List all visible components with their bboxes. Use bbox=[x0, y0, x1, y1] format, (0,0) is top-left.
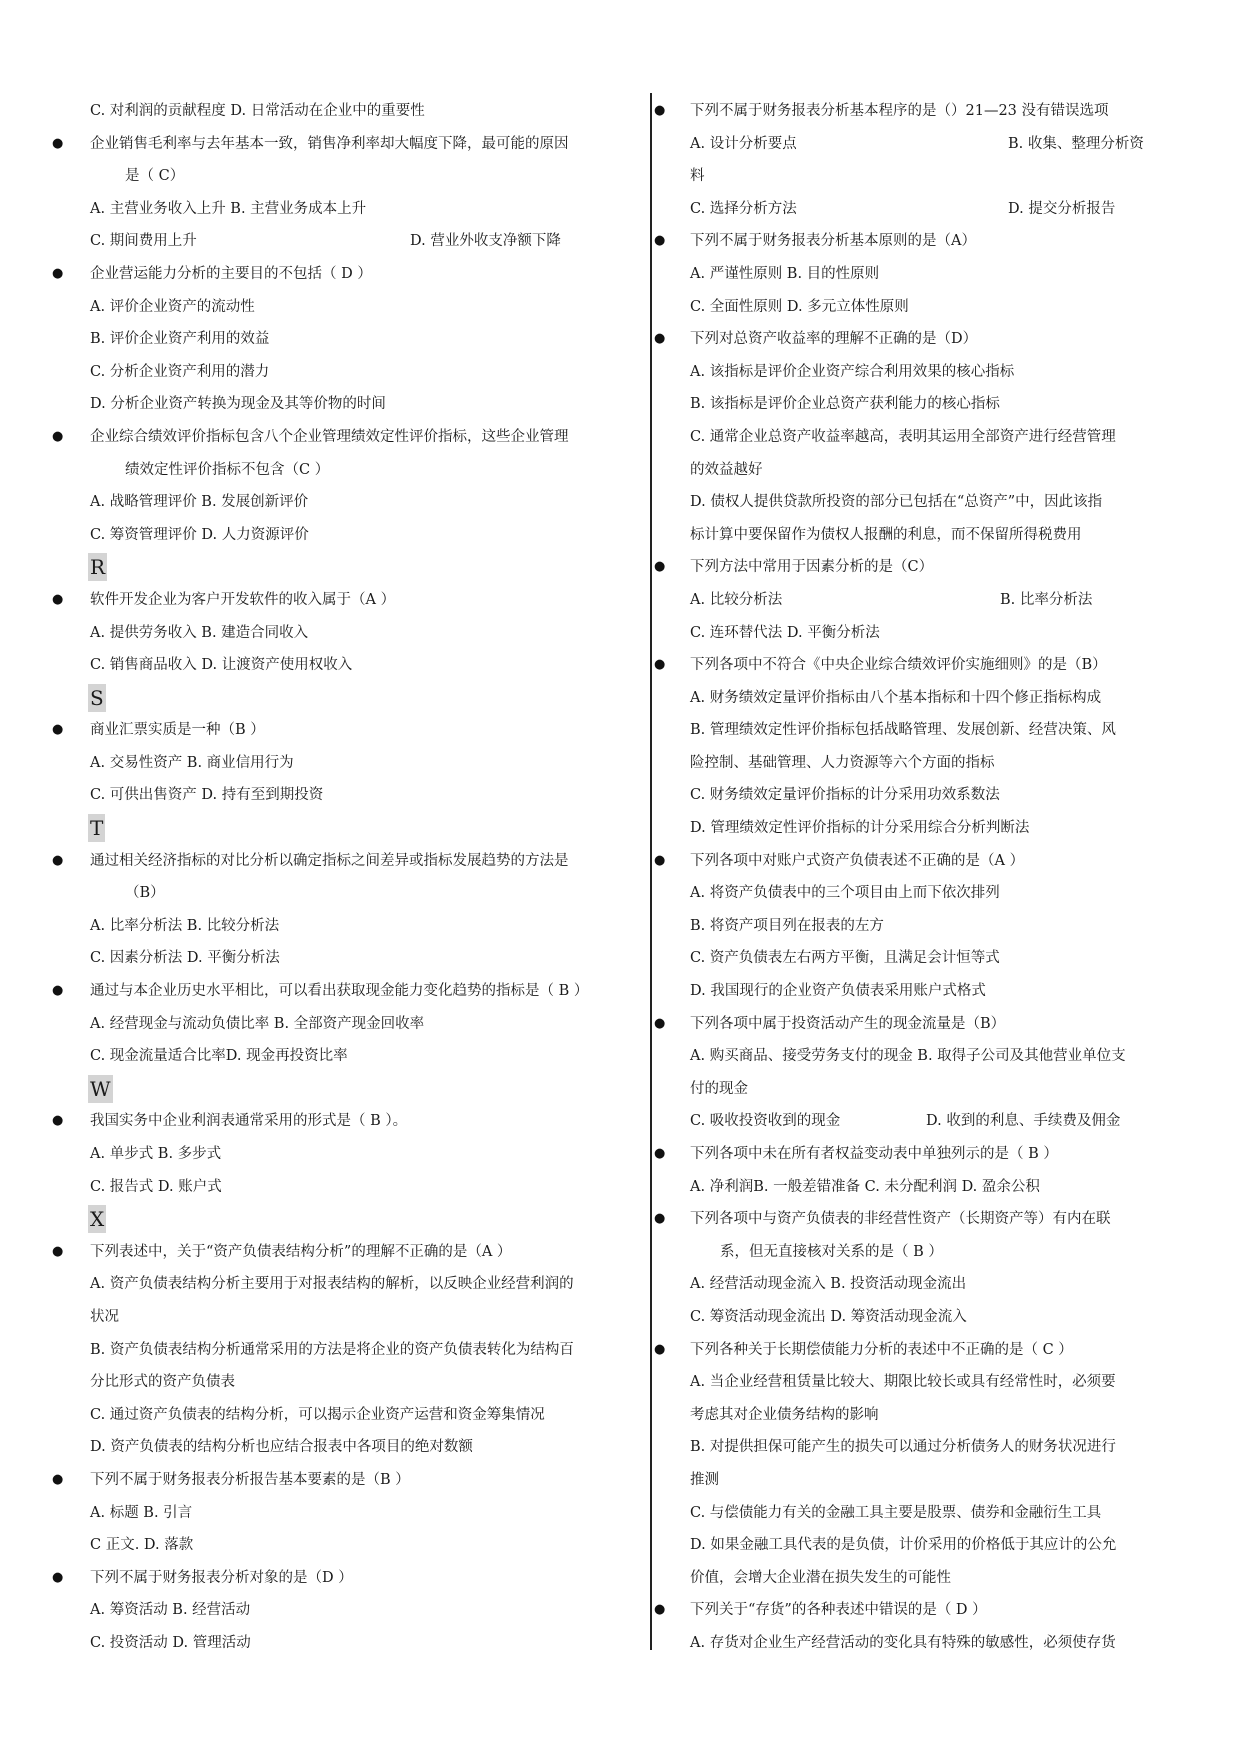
text-line bbox=[654, 356, 1174, 389]
text-line bbox=[654, 747, 1174, 780]
line-text: A. 比率分析法 B. 比较分析法 bbox=[90, 917, 280, 934]
text-line bbox=[654, 486, 1174, 519]
text-line bbox=[52, 649, 624, 682]
text-line bbox=[654, 975, 1174, 1008]
question-line bbox=[654, 1594, 1174, 1627]
section-letter bbox=[52, 812, 624, 845]
text-line bbox=[52, 225, 624, 258]
text-line bbox=[52, 1366, 624, 1399]
text-line bbox=[52, 356, 624, 389]
line-text: A. 提供劳务收入 B. 建造合同收入 bbox=[90, 624, 309, 641]
line-text: A. 比较分析法 bbox=[690, 591, 783, 608]
line-text: C. 销售商品收入 D. 让渡资产使用权收入 bbox=[90, 657, 353, 674]
bullet-icon: ● bbox=[52, 135, 64, 151]
line-text: C. 现金流量适合比率D. 现金再投资比率 bbox=[90, 1048, 348, 1065]
bullet-icon: ● bbox=[654, 852, 666, 868]
line-text: 价值，会增大企业潜在损失发生的可能性 bbox=[690, 1569, 951, 1586]
text-line bbox=[52, 1431, 624, 1464]
question-line bbox=[52, 714, 624, 747]
question-line bbox=[52, 1464, 624, 1497]
text-line bbox=[52, 1529, 624, 1562]
text-line bbox=[654, 1073, 1174, 1106]
line-text: 是（ C） bbox=[125, 168, 185, 185]
line-text: A. 经营活动现金流入 B. 投资活动现金流出 bbox=[690, 1276, 967, 1293]
line-text: D. 管理绩效定性评价指标的计分采用综合分析判断法 bbox=[690, 820, 1030, 837]
bullet-icon: ● bbox=[654, 657, 666, 673]
bullet-icon: ● bbox=[52, 428, 64, 444]
option-text: D. 营业外收支净额下降 bbox=[410, 233, 561, 250]
text-line bbox=[654, 1366, 1174, 1399]
bullet-icon: ● bbox=[654, 103, 666, 118]
line-text: 下列对总资产收益率的理解不正确的是（D） bbox=[690, 331, 978, 348]
line-text: 下列关于“存货”的各种表述中错误的是（ D ） bbox=[690, 1602, 987, 1619]
text-line bbox=[654, 1268, 1174, 1301]
section-letter bbox=[52, 1073, 624, 1106]
line-text: C 正文. D. 落款 bbox=[90, 1537, 194, 1554]
line-text: A. 严谨性原则 B. 目的性原则 bbox=[690, 265, 880, 282]
question-line bbox=[654, 225, 1174, 258]
line-text: C. 选择分析方法 bbox=[690, 200, 797, 217]
question-line bbox=[52, 1105, 624, 1138]
line-text: B. 评价企业资产利用的效益 bbox=[90, 331, 270, 348]
line-text: 下列各项中未在所有者权益变动表中单独列示的是（ B ） bbox=[690, 1146, 1058, 1162]
text-line bbox=[654, 910, 1174, 943]
line-text: B. 管理绩效定性评价指标包括战略管理、发展创新、经营决策、风 bbox=[690, 722, 1116, 739]
text-line bbox=[52, 519, 624, 552]
question-line bbox=[52, 584, 624, 617]
text-line bbox=[52, 1040, 624, 1073]
text-line bbox=[654, 714, 1174, 747]
line-text: C. 分析企业资产利用的潜力 bbox=[90, 363, 270, 380]
line-text: B. 将资产项目列在报表的左方 bbox=[690, 917, 884, 934]
line-text: 企业销售毛利率与去年基本一致，销售净利率却大幅度下降，最可能的原因 bbox=[90, 135, 569, 152]
section-letter bbox=[52, 1203, 624, 1236]
text-line bbox=[654, 454, 1174, 487]
text-line bbox=[654, 1464, 1174, 1497]
line-text: 下列各项中对账户式资产负债表述不正确的是（A ） bbox=[690, 852, 1025, 869]
bullet-icon: ● bbox=[52, 591, 64, 607]
question-line bbox=[654, 551, 1174, 584]
question-line bbox=[52, 1236, 624, 1269]
text-line bbox=[52, 779, 624, 812]
text-line bbox=[654, 812, 1174, 845]
text-line bbox=[52, 1497, 624, 1530]
line-text: 险控制、基础管理、人力资源等六个方面的指标 bbox=[690, 754, 995, 771]
line-text: C. 筹资活动现金流出 D. 筹资活动现金流入 bbox=[690, 1308, 967, 1325]
text-line bbox=[654, 421, 1174, 454]
question-line bbox=[654, 649, 1174, 682]
line-text: C. 与偿债能力有关的金融工具主要是股票、债券和金融衍生工具 bbox=[690, 1504, 1102, 1521]
question-line bbox=[52, 258, 624, 291]
section-letter bbox=[52, 551, 624, 584]
text-line bbox=[52, 193, 624, 226]
text-line bbox=[654, 682, 1174, 715]
question-line bbox=[654, 1008, 1174, 1041]
option-text: B. 收集、整理分析资 bbox=[1008, 135, 1144, 152]
text-line bbox=[52, 1334, 624, 1367]
line-text: A. 存货对企业生产经营活动的变化具有特殊的敏感性，必须使存货 bbox=[690, 1634, 1116, 1651]
line-text: A. 净利润B. 一般差错准备 C. 未分配利润 D. 盈余公积 bbox=[690, 1178, 1040, 1195]
bullet-icon: ● bbox=[52, 265, 64, 281]
bullet-icon: ● bbox=[654, 331, 666, 347]
text-line bbox=[52, 1008, 624, 1041]
section-letter-text: T bbox=[90, 816, 104, 841]
line-text: 商业汇票实质是一种（B ） bbox=[90, 722, 265, 739]
line-text: A. 标题 B. 引言 bbox=[90, 1504, 193, 1521]
bullet-icon: ● bbox=[654, 1341, 666, 1357]
bullet-icon: ● bbox=[654, 559, 666, 575]
left-column bbox=[52, 95, 624, 1660]
bullet-icon: ● bbox=[654, 1015, 666, 1031]
line-text: D. 如果金融工具代表的是负债，计价采用的价格低于其应计的公允 bbox=[690, 1537, 1117, 1554]
question-line bbox=[654, 1334, 1174, 1367]
text-line bbox=[52, 1594, 624, 1627]
text-line bbox=[52, 291, 624, 324]
text-line bbox=[654, 617, 1174, 650]
section-letter-text: R bbox=[90, 555, 106, 580]
text-line bbox=[654, 160, 1174, 193]
bullet-icon: ● bbox=[52, 1569, 64, 1585]
line-text: C. 连环替代法 D. 平衡分析法 bbox=[690, 624, 880, 641]
line-text: 企业营运能力分析的主要目的不包括（ D ） bbox=[90, 265, 372, 282]
text-line bbox=[654, 584, 1174, 617]
line-text: 下列各项中属于投资活动产生的现金流量是（B） bbox=[690, 1015, 1006, 1032]
text-line bbox=[654, 779, 1174, 812]
line-text: A. 筹资活动 B. 经营活动 bbox=[90, 1602, 251, 1619]
bullet-icon: ● bbox=[52, 983, 64, 999]
bullet-icon: ● bbox=[52, 1471, 64, 1487]
line-text: 下列不属于财务报表分析基本原则的是（A） bbox=[690, 233, 976, 250]
line-text: A. 设计分析要点 bbox=[690, 135, 797, 152]
line-text: 系，但无直接核对关系的是（ B ） bbox=[720, 1243, 943, 1260]
question-line bbox=[654, 845, 1174, 878]
text-line bbox=[654, 1040, 1174, 1073]
line-text: A. 评价企业资产的流动性 bbox=[90, 298, 255, 315]
text-line bbox=[654, 388, 1174, 421]
bullet-icon: ● bbox=[654, 1146, 666, 1161]
text-line bbox=[654, 291, 1174, 324]
text-line bbox=[52, 160, 624, 193]
line-text: 绩效定性评价指标不包含（C ） bbox=[125, 461, 330, 478]
question-line bbox=[654, 95, 1174, 128]
line-text: A. 当企业经营租赁量比较大、期限比较长或具有经常性时，必须要 bbox=[690, 1374, 1116, 1391]
line-text: C. 可供出售资产 D. 持有至到期投资 bbox=[90, 787, 324, 804]
line-text: C. 通过资产负债表的结构分析，可以揭示企业资产运营和资金筹集情况 bbox=[90, 1406, 545, 1423]
text-line bbox=[654, 1497, 1174, 1530]
line-text: A. 购买商品、接受劳务支付的现金 B. 取得子公司及其他营业单位支 bbox=[690, 1048, 1126, 1065]
line-text: 下列方法中常用于因素分析的是（C） bbox=[690, 559, 934, 576]
section-letter-text: X bbox=[90, 1207, 105, 1232]
line-text: A. 主营业务收入上升 B. 主营业务成本上升 bbox=[90, 200, 367, 217]
line-text: D. 我国现行的企业资产负债表采用账户式格式 bbox=[690, 983, 986, 1000]
line-text: C. 资产负债表左右两方平衡，且满足会计恒等式 bbox=[690, 950, 1000, 967]
text-line bbox=[52, 388, 624, 421]
text-line bbox=[52, 486, 624, 519]
line-text: C. 通常企业总资产收益率越高，表明其运用全部资产进行经营管理 bbox=[690, 428, 1116, 445]
line-text: C. 投资活动 D. 管理活动 bbox=[90, 1634, 251, 1651]
text-line bbox=[654, 877, 1174, 910]
text-line bbox=[52, 323, 624, 356]
line-text: B. 资产负债表结构分析通常采用的方法是将企业的资产负债表转化为结构百 bbox=[90, 1341, 574, 1358]
line-text: 通过相关经济指标的对比分析以确定指标之间差异或指标发展趋势的方法是 bbox=[90, 852, 569, 869]
line-text: 料 bbox=[690, 168, 705, 185]
bullet-icon: ● bbox=[52, 722, 64, 738]
line-text: 分比形式的资产负债表 bbox=[90, 1374, 235, 1391]
line-text: 下列不属于财务报表分析对象的是（D ） bbox=[90, 1569, 353, 1586]
bullet-icon: ● bbox=[52, 1113, 64, 1129]
line-text: A. 该指标是评价企业资产综合利用效果的核心指标 bbox=[690, 363, 1015, 380]
option-text: D. 收到的利息、手续费及佣金 bbox=[926, 1113, 1121, 1130]
bullet-icon: ● bbox=[654, 1211, 666, 1227]
text-line bbox=[654, 942, 1174, 975]
text-line bbox=[654, 1399, 1174, 1432]
line-text: A. 将资产负债表中的三个项目由上而下依次排列 bbox=[690, 885, 1000, 902]
text-line bbox=[52, 1301, 624, 1334]
text-line bbox=[654, 1529, 1174, 1562]
text-line bbox=[52, 747, 624, 780]
text-line bbox=[52, 1399, 624, 1432]
text-line bbox=[654, 1562, 1174, 1595]
question-line bbox=[654, 323, 1174, 356]
line-text: 状况 bbox=[90, 1308, 119, 1325]
text-line bbox=[52, 1627, 624, 1660]
question-line bbox=[654, 1203, 1174, 1236]
line-text: 的效益越好 bbox=[690, 461, 763, 478]
line-text: D. 债权人提供贷款所投资的部分已包括在“总资产”中，因此该指 bbox=[690, 494, 1103, 511]
text-line bbox=[654, 1301, 1174, 1334]
bullet-icon: ● bbox=[52, 1243, 64, 1259]
line-text: 标计算中要保留作为债权人报酬的利息，而不保留所得税费用 bbox=[690, 526, 1082, 543]
text-line bbox=[654, 128, 1174, 161]
text-line bbox=[654, 1627, 1174, 1660]
text-line bbox=[52, 877, 624, 910]
option-text: B. 比率分析法 bbox=[1000, 591, 1093, 608]
text-line bbox=[52, 942, 624, 975]
line-text: C. 期间费用上升 bbox=[90, 233, 197, 250]
text-line bbox=[52, 910, 624, 943]
text-line bbox=[52, 95, 624, 128]
text-line bbox=[52, 1138, 624, 1171]
line-text: C. 因素分析法 D. 平衡分析法 bbox=[90, 950, 280, 967]
line-text: 软件开发企业为客户开发软件的收入属于（A ） bbox=[90, 591, 396, 608]
line-text: B. 对提供担保可能产生的损失可以通过分析债务人的财务状况进行 bbox=[690, 1439, 1116, 1456]
text-line bbox=[654, 1236, 1174, 1269]
question-line bbox=[52, 1562, 624, 1595]
line-text: A. 资产负债表结构分析主要用于对报表结构的解析，以反映企业经营利润的 bbox=[90, 1276, 574, 1293]
line-text: A. 交易性资产 B. 商业信用行为 bbox=[90, 754, 294, 771]
line-text: 推测 bbox=[690, 1471, 719, 1488]
text-line bbox=[654, 1105, 1174, 1138]
line-text: 我国实务中企业利润表通常采用的形式是（ B ）。 bbox=[90, 1113, 408, 1130]
text-line bbox=[654, 519, 1174, 552]
column-divider bbox=[650, 93, 652, 1650]
question-line bbox=[52, 421, 624, 454]
line-text: 下列不属于财务报表分析基本程序的是（）21—23 没有错误选项 bbox=[690, 103, 1109, 119]
question-line bbox=[52, 128, 624, 161]
question-line bbox=[52, 845, 624, 878]
line-text: 通过与本企业历史水平相比，可以看出获取现金能力变化趋势的指标是（ B ） bbox=[90, 983, 589, 1000]
line-text: A. 战略管理评价 B. 发展创新评价 bbox=[90, 494, 309, 511]
question-line bbox=[654, 1138, 1174, 1171]
line-text: C. 报告式 D. 账户式 bbox=[90, 1178, 222, 1195]
line-text: C. 财务绩效定量评价指标的计分采用功效系数法 bbox=[690, 787, 1000, 804]
bullet-icon: ● bbox=[654, 1602, 666, 1618]
text-line bbox=[654, 193, 1174, 226]
text-line bbox=[52, 454, 624, 487]
line-text: A. 经营现金与流动负债比率 B. 全部资产现金回收率 bbox=[90, 1015, 425, 1032]
line-text: D. 分析企业资产转换为现金及其等价物的时间 bbox=[90, 396, 386, 413]
line-text: C. 吸收投资收到的现金 bbox=[690, 1113, 841, 1130]
line-text: A. 财务绩效定量评价指标由八个基本指标和十四个修正指标构成 bbox=[690, 689, 1102, 706]
line-text: 下列各种关于长期偿债能力分析的表述中不正确的是（ C ） bbox=[690, 1341, 1073, 1358]
section-letter-text: W bbox=[90, 1076, 111, 1101]
line-text: 下列各项中不符合《中央企业综合绩效评价实施细则》的是（B） bbox=[690, 657, 1107, 674]
text-line bbox=[654, 258, 1174, 291]
line-text: 企业综合绩效评价指标包含八个企业管理绩效定性评价指标，这些企业管理 bbox=[90, 428, 569, 445]
text-line bbox=[52, 1268, 624, 1301]
line-text: B. 该指标是评价企业总资产获利能力的核心指标 bbox=[690, 396, 1000, 413]
line-text: 考虑其对企业债务结构的影响 bbox=[690, 1406, 879, 1423]
text-line bbox=[654, 1171, 1174, 1204]
right-column bbox=[654, 95, 1174, 1660]
text-line bbox=[654, 1431, 1174, 1464]
line-text: 付的现金 bbox=[690, 1080, 748, 1097]
line-text: D. 资产负债表的结构分析也应结合报表中各项目的绝对数额 bbox=[90, 1439, 473, 1456]
text-line bbox=[52, 617, 624, 650]
line-text: 下列不属于财务报表分析报告基本要素的是（B ） bbox=[90, 1471, 410, 1488]
line-text: A. 单步式 B. 多步式 bbox=[90, 1146, 222, 1162]
section-letter bbox=[52, 682, 624, 715]
line-text: 下列各项中与资产负债表的非经营性资产（长期资产等）有内在联 bbox=[690, 1211, 1111, 1228]
option-text: D. 提交分析报告 bbox=[1008, 200, 1116, 217]
bullet-icon: ● bbox=[52, 852, 64, 868]
line-text: C. 筹资管理评价 D. 人力资源评价 bbox=[90, 526, 309, 543]
line-text: C. 全面性原则 D. 多元立体性原则 bbox=[690, 298, 909, 315]
bullet-icon: ● bbox=[654, 233, 666, 249]
text-line bbox=[52, 1171, 624, 1204]
section-letter-text: S bbox=[90, 685, 104, 710]
line-text: （B） bbox=[125, 885, 165, 902]
question-line bbox=[52, 975, 624, 1008]
line-text: C. 对利润的贡献程度 D. 日常活动在企业中的重要性 bbox=[90, 103, 425, 119]
line-text: 下列表述中，关于“资产负债表结构分析”的理解不正确的是（A ） bbox=[90, 1243, 512, 1260]
